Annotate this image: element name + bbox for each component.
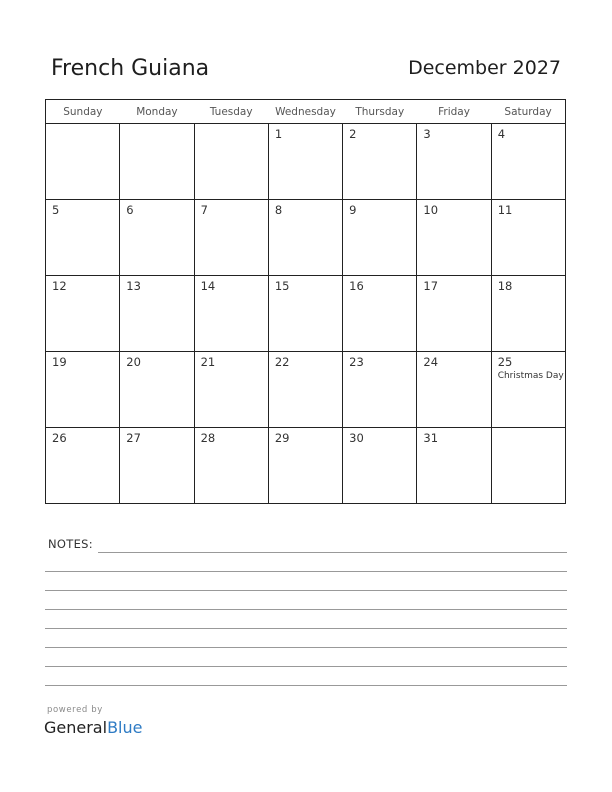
week-row <box>46 276 566 352</box>
day-number: 24 <box>423 355 439 369</box>
calendar-country-title: French Guiana <box>51 56 210 81</box>
day-number: 29 <box>274 431 290 445</box>
day-number: 17 <box>423 279 439 293</box>
weekday-header: Wednesday <box>268 100 342 124</box>
day-number: 31 <box>423 431 439 445</box>
day-number: 26 <box>52 431 67 445</box>
generalblue-logo <box>44 718 142 737</box>
week-row <box>46 428 566 504</box>
day-cell <box>120 124 194 200</box>
note-line <box>45 571 567 572</box>
logo-blue-text: Blue <box>107 718 143 737</box>
day-cell <box>343 352 417 428</box>
day-cell <box>343 124 417 200</box>
day-number: 7 <box>200 203 208 217</box>
day-number: 23 <box>349 355 364 369</box>
day-number: 15 <box>274 279 290 293</box>
day-number: 25 <box>497 355 513 369</box>
calendar-month-title: December 2027 <box>408 57 561 79</box>
day-cell <box>268 200 342 276</box>
day-cell <box>343 276 417 352</box>
day-cell <box>46 352 120 428</box>
week-row <box>46 200 566 276</box>
day-cell <box>120 352 194 428</box>
day-number: 4 <box>497 127 506 141</box>
day-number: 13 <box>126 279 141 293</box>
day-number: 8 <box>274 203 283 217</box>
day-cell <box>343 200 417 276</box>
day-cell <box>491 276 565 352</box>
day-number: 20 <box>126 355 141 369</box>
day-cell <box>491 428 565 504</box>
day-number: 16 <box>349 279 364 293</box>
day-number: 11 <box>497 203 513 217</box>
day-number: 5 <box>52 203 60 217</box>
day-cell <box>194 276 268 352</box>
day-cell <box>194 124 268 200</box>
day-cell <box>194 352 268 428</box>
day-cell <box>46 428 120 504</box>
day-cell <box>417 124 491 200</box>
day-cell <box>268 276 342 352</box>
notes-label: NOTES: <box>48 537 93 551</box>
day-number: 22 <box>274 355 290 369</box>
day-cell <box>268 124 342 200</box>
day-cell <box>120 428 194 504</box>
day-number: 14 <box>200 279 216 293</box>
note-line <box>45 628 567 629</box>
weekday-header-row <box>46 100 566 124</box>
day-cell <box>491 352 565 428</box>
day-cell <box>417 428 491 504</box>
day-cell <box>417 200 491 276</box>
day-cell <box>417 352 491 428</box>
day-cell <box>417 276 491 352</box>
day-number: 30 <box>349 431 364 445</box>
note-line <box>45 685 567 686</box>
day-cell <box>46 124 120 200</box>
day-cell <box>491 200 565 276</box>
day-number: 12 <box>52 279 67 293</box>
week-row <box>46 352 566 428</box>
day-number: 28 <box>200 431 216 445</box>
note-line <box>45 609 567 610</box>
day-number: 18 <box>497 279 513 293</box>
powered-by-text: powered by <box>47 705 103 715</box>
weekday-header: Saturday <box>491 100 565 124</box>
weekday-header: Friday <box>417 100 491 124</box>
day-number: 9 <box>349 203 357 217</box>
day-cell <box>194 428 268 504</box>
day-cell <box>120 276 194 352</box>
day-number: 1 <box>274 127 283 141</box>
day-cell <box>268 352 342 428</box>
day-cell <box>491 124 565 200</box>
note-line <box>45 590 567 591</box>
weekday-header: Sunday <box>46 100 120 124</box>
day-cell <box>46 200 120 276</box>
day-number: 6 <box>126 203 134 217</box>
day-number: 27 <box>126 431 141 445</box>
day-cell <box>268 428 342 504</box>
day-number: 3 <box>423 127 431 141</box>
note-line <box>45 666 567 667</box>
day-number: 19 <box>52 355 67 369</box>
day-cell <box>46 276 120 352</box>
day-number: 2 <box>349 127 357 141</box>
calendar-grid <box>45 99 566 504</box>
weekday-header: Tuesday <box>194 100 268 124</box>
logo-general-text: General <box>44 718 108 737</box>
weekday-header: Thursday <box>343 100 417 124</box>
day-cell <box>343 428 417 504</box>
day-number: 21 <box>200 355 216 369</box>
weekday-header: Monday <box>120 100 194 124</box>
week-row <box>46 124 566 200</box>
day-cell <box>194 200 268 276</box>
note-line <box>98 552 567 553</box>
note-line <box>45 647 567 648</box>
day-number: 10 <box>423 203 439 217</box>
holiday-label: Christmas Day <box>497 371 564 381</box>
day-cell <box>120 200 194 276</box>
